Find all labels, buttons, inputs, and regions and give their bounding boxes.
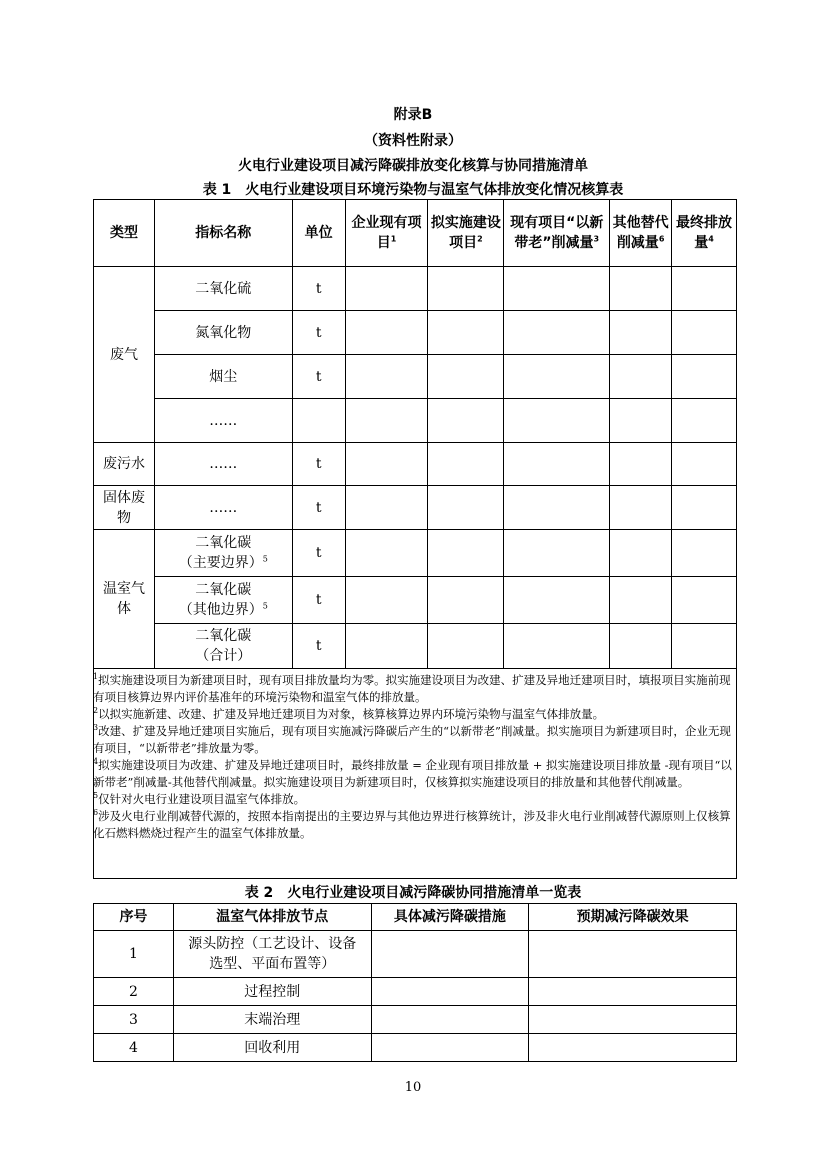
indicator-solid-more: ……	[154, 486, 292, 530]
table-row	[94, 486, 737, 530]
row-node: 回收利用	[173, 1034, 371, 1062]
note-3: $^3$改建、扩建及异地迁建项目实施后，现有项目实施减污降碳后产生的“以新带老”削减量。拟实施项目为新建项目时，企业无现有项目，“以新带老”排放量为零。	[93, 723, 731, 755]
indicator-co2-other: 二氧化碳 （其他边界）$^5$	[154, 577, 292, 624]
indicator-gas-more: ……	[154, 399, 292, 443]
unit-cell: t	[292, 443, 345, 486]
row-node: 源头防控（工艺设计、设备 选型、平面布置等）	[173, 931, 371, 978]
appendix-note: （资料性附录）	[364, 133, 462, 149]
page-number: 10	[404, 1080, 422, 1095]
header-node: 温室气体排放节点	[173, 904, 371, 931]
header-effect: 预期减污降碳效果	[529, 904, 737, 931]
table2-caption: 表 2 火电行业建设项目减污降碳协同措施清单一览表	[244, 885, 582, 901]
header-measure: 具体减污降碳措施	[371, 904, 529, 931]
table1	[93, 199, 737, 669]
table-row	[94, 978, 737, 1006]
indicator-nox: 氮氧化物	[154, 311, 292, 355]
row-node: 末端治理	[173, 1006, 371, 1034]
group-waste-water: 废污水	[94, 443, 155, 486]
unit-cell: t	[292, 486, 345, 530]
header-planned: 拟实施建设项目$^2$	[428, 200, 504, 267]
group-waste-gas: 废气	[94, 267, 155, 443]
unit-cell: t	[292, 624, 345, 669]
note-1: $^1$拟实施建设项目为新建项目时，现有项目排放量均为零。拟实施建设项目为改建、扩建及异地迁建项目时，填报项目实施前现有项目核算边界内评价基准年的环境污染物和温室气体的排放量。	[93, 672, 731, 704]
header-unit: 单位	[292, 200, 345, 267]
row-no: 3	[94, 1006, 174, 1034]
header-type: 类型	[94, 200, 155, 267]
table-row	[94, 931, 737, 978]
indicator-water-more: ……	[154, 443, 292, 486]
table-row	[94, 1006, 737, 1034]
note-6: $^6$涉及火电行业削减替代源的，按照本指南提出的主要边界与其他边界进行核算统计，涉及非火电行业削减替代源原则上仅核算化石燃料燃烧过程产生的温室气体排放量。	[93, 808, 731, 840]
header-other: 其他替代削减量$^6$	[610, 200, 672, 267]
header-existing: 企业现有项目$^1$	[345, 200, 428, 267]
indicator-co2-total: 二氧化碳 （合计）	[154, 624, 292, 669]
appendix-title: 火电行业建设项目减污降碳排放变化核算与协同措施清单	[238, 158, 588, 174]
table1-notes	[93, 672, 735, 842]
row-no: 1	[94, 931, 174, 978]
note-4: $^4$拟实施建设项目为改建、扩建及异地迁建项目时，最终排放量 = 企业现有项目排放量 + 拟实施建设项目排放量 -现有项目“以新带老”削减量-其他替代削减量。拟实施建设项目为新建项目时，仅核算拟实施建设项目的排放量和其他替代削减量。	[93, 757, 732, 789]
unit-cell: t	[292, 530, 345, 577]
unit-cell: t	[292, 577, 345, 624]
table-row	[94, 355, 737, 399]
table-row	[94, 267, 737, 311]
table1-header-row	[94, 200, 737, 267]
note-2: $^2$以拟实施新建、改建、扩建及异地迁建项目为对象，核算核算边界内环境污染物与温室气体排放量。	[93, 706, 605, 721]
group-solid-waste: 固体废物	[94, 486, 155, 530]
header-final: 最终排放量$^4$	[672, 200, 737, 267]
table1-caption: 表 1 火电行业建设项目环境污染物与温室气体排放变化情况核算表	[202, 182, 624, 198]
row-no: 4	[94, 1034, 174, 1062]
row-node: 过程控制	[173, 978, 371, 1006]
unit-cell: t	[292, 355, 345, 399]
note-5: $^5$仅针对火电行业建设项目温室气体排放。	[93, 791, 306, 806]
table2	[93, 903, 737, 1062]
header-reduction: 现有项目“以新带老”削减量$^3$	[504, 200, 610, 267]
header-indicator: 指标名称	[154, 200, 292, 267]
table-row	[94, 311, 737, 355]
table-row	[94, 1034, 737, 1062]
table-row	[94, 624, 737, 669]
unit-cell: t	[292, 311, 345, 355]
table-row	[94, 577, 737, 624]
appendix-label: 附录B	[393, 107, 433, 123]
indicator-co2-main: 二氧化碳 （主要边界）$^5$	[154, 530, 292, 577]
header-no: 序号	[94, 904, 174, 931]
table2-header-row	[94, 904, 737, 931]
row-no: 2	[94, 978, 174, 1006]
group-ghg: 温室气体	[94, 530, 155, 669]
table-row	[94, 399, 737, 443]
table-row	[94, 443, 737, 486]
table-row	[94, 530, 737, 577]
unit-cell: t	[292, 267, 345, 311]
indicator-so2: 二氧化硫	[154, 267, 292, 311]
indicator-dust: 烟尘	[154, 355, 292, 399]
